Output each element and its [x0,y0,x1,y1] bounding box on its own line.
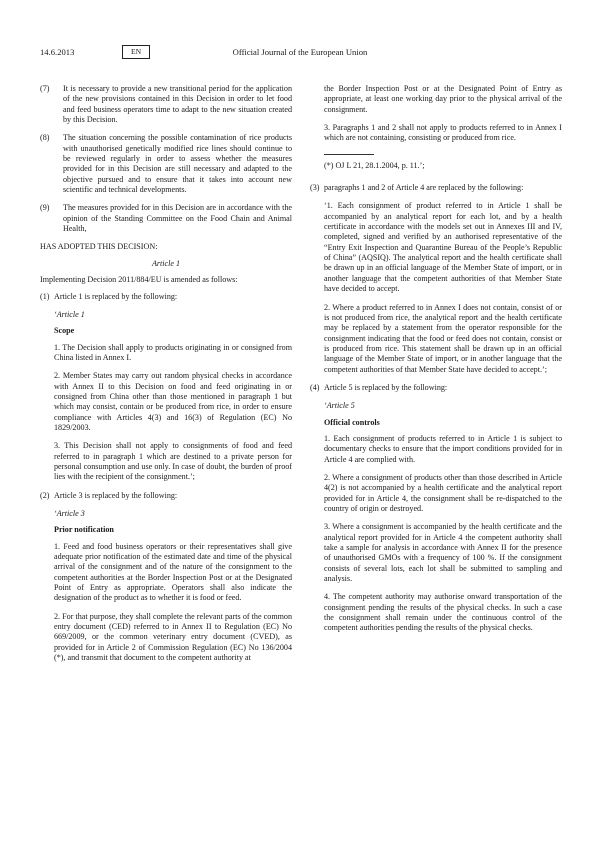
inserted-article [310,401,562,634]
paragraph: 2. Member States may carry out random physical checks in accordance with Annex II to this Decision on food and feed originating in or consigned from China other than those mentioned in paragraph 1 but which may consist, contain or be produced from rice, in order to ensure compliance with Articles 4(3) and 16(3) of Regulation (EC) No 1829/2003. [54,371,292,432]
paragraph: 2. For that purpose, they shall complete the relevant parts of the common entry document (CED) referred to in Annex II to Regulation (EC) No 669/2009, or the common veterinary entry document (CVED), as provided for in Article 2 of Commission Regulation (EC) No 136/2004 (*), and transmit that document to the competent authority at [54,611,292,663]
amended-intro: Implementing Decision 2011/884/EU is amended as follows: [40,275,238,285]
paragraph: 3. Paragraphs 1 and 2 shall not apply to products referred to in Annex I which are not containing, consisting or produced from rice. [324,123,562,143]
amendment-item: (4) Article 5 is replaced by the following: [310,382,448,392]
amendment-item: (3) paragraphs 1 and 2 of Article 4 are replaced by the following: [310,183,524,193]
paragraph: ‘1. Each consignment of product referred to in Article 1 shall be accompanied by an analytical report for each lot, and by a health certificate in accordance with the models set out in Annexes III and IV, completed, signed and verified by an authorised representative of the “Entry Exit Inspection and Quarantine Bureau of the People’s Republic of China” (AQSIQ). The analytical report and the health certificate shall be drawn up in an official language of the Member State of import, or in another language that the competent authorities of that Member State have decided to accept. [324,201,562,294]
header-date: 14.6.2013 [40,47,75,57]
adopted-statement: HAS ADOPTED THIS DECISION: [40,242,158,252]
recital: (8) The situation concerning the possible contamination of rice products with unauthorised genetically modified rice lines should continue to be reviewed regularly in order to assess whether the measures provided for in this Decision are still necessary and adapted to the objective pursued and to ensure that it takes into account new scientific and technical developments. [40,133,292,195]
amendment-item: (1) Article 1 is replaced by the following: [40,291,178,301]
inserted-article [310,201,562,375]
paragraph: 2. Where a product referred to in Annex I does not contain, consist of or is not produced from rice, the analytical report and the health certificate may be replaced by a statement from the operator responsible for the consignment indicating that the food or feed does not contain, consist or is produced from rice. This statement shall be drawn up in an official language of the Member State of import, or in another language that the competent authorities of that Member State have decided to accept.’; [324,302,562,374]
paragraph: 3. This Decision shall not apply to consignments of food and feed referred to in paragraph 1 which are destined to a private person for personal consumption and use only. In case of doubt, the burden of proof lies with the recipient of the consignment.’; [54,441,292,482]
paragraph: 1. The Decision shall apply to products originating in or consigned from China listed in Annex I. [54,342,292,362]
article-label: ‘Article 5 [324,401,355,411]
footnote-rule [324,154,374,155]
page-header [40,44,560,60]
paragraph: the Border Inspection Post or at the Designated Point of Entry as appropriate, at least one working day prior to the physical arrival of the consignment. [324,84,562,114]
left-column [40,84,292,671]
paragraph: 2. Where a consignment of products other than those described in Article 4(2) is not accompanied by a health certificate and the analytical report provided for in Article 4, the consignment shall be re-dispatched to the country of origin or destroyed. [324,472,562,513]
paragraph: 4. The competent authority may authorise onward transportation of the consignment pending the results of the physical checks. In such a case the consignment shall remain under the continuous control of the competent authorities pending the results of the physical checks. [324,592,562,633]
right-column [310,84,562,642]
continued-article [310,84,562,171]
paragraph: 1. Each consignment of products referred to in Article 1 is subject to documentary checks to ensure that the import conditions provided for in Article 4 are complied with. [324,433,562,464]
recital: (7) It is necessary to provide a new transitional period for the application of the new provisions contained in this Decision in order to let food and feed business operators time to adapt to the new situation created by this Decision. [40,84,292,125]
footnote: (*) OJ L 21, 28.1.2004, p. 11.’; [324,160,425,170]
article-label: ‘Article 3 [54,509,85,518]
article-heading: Article 1 [151,258,181,268]
article-title: Scope [54,326,75,336]
paragraph: 1. Feed and food business operators or their representatives shall give adequate prior notification of the estimated date and time of the physical arrival of the consignment and of the nature of the consignment to the competent authorities at the Border Inspection Post or at the Designated Point of Entry as appropriate. Operators shall also indicate the designation of the product as to whether it is food or feed. [54,541,292,603]
paragraph: 3. Where a consignment is accompanied by the health certificate and the analytical report provided for in Article 4 the competent authority shall take a sample for analysis in accordance with Annex II for the presence of unauthorised GMOs with a frequency of 100 %. If the consignment consists of several lots, each lot shall be submitted to sampling and analysis. [324,522,562,584]
inserted-article [40,509,292,663]
recital: (9) The measures provided for in this Decision are in accordance with the opinion of the Standing Committee on the Food Chain and Animal Health, [40,203,292,234]
amendment-item: (2) Article 3 is replaced by the following: [40,490,178,500]
language-badge: EN [122,45,150,59]
article-title: Prior notification [54,525,114,535]
journal-title: Official Journal of the European Union [232,47,368,57]
inserted-article [40,310,292,483]
article-title: Official controls [324,417,380,427]
article-label: ‘Article 1 [54,309,85,319]
